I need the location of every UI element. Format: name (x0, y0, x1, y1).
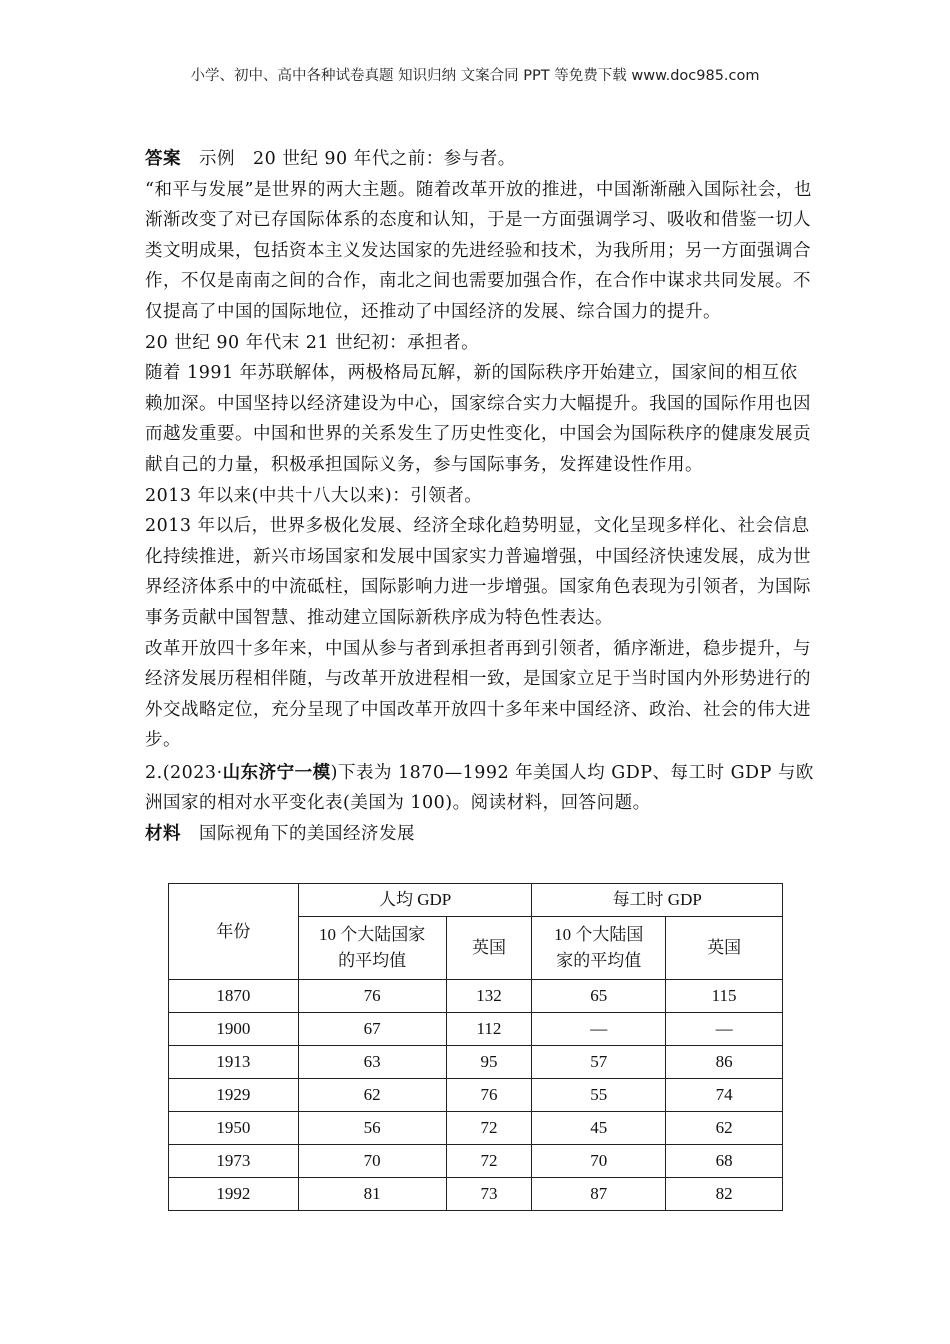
section3-title: 2013 年以来(中共十八大以来)：引领者。 (145, 485, 483, 506)
answer-label: 答案 (145, 149, 181, 169)
answer-content (145, 144, 815, 850)
table-cell-pc-uk: 73 (446, 1178, 532, 1211)
table-cell-pc-cont: 56 (298, 1112, 446, 1145)
table-cell-year: 1900 (169, 1013, 299, 1046)
table-cell-ph-cont: 87 (532, 1178, 666, 1211)
per-hour-gdp-header: 每工时 GDP (532, 884, 783, 917)
section2-body: 随着 1991 年苏联解体，两极格局瓦解，新的国际秩序开始建立，国家间的相互依赖加深。中国坚持以经济建设为中心，国家综合实力大幅提升。我国的国际作用也因而越发重要。中国和世界的关系发生了历史性变化，中国会为国际秩序的健康发展贡献自己的力量，积极承担国际义务，参与国际事务，发挥建设性作用。 (145, 363, 811, 475)
table-cell-ph-cont: 70 (532, 1145, 666, 1178)
table-cell-pc-cont: 76 (298, 980, 446, 1013)
table-cell-pc-uk: 72 (446, 1112, 532, 1145)
table-cell-pc-uk: 132 (446, 980, 532, 1013)
table-row (169, 1145, 783, 1178)
question-source-open: (2023· (162, 762, 223, 783)
continental-avg-header: 10 个大陆国家的平均值 (298, 917, 446, 980)
table-cell-year: 1973 (169, 1145, 299, 1178)
table-cell-pc-uk: 95 (446, 1046, 532, 1079)
table-cell-ph-uk: 115 (666, 980, 783, 1013)
page-header-banner: 小学、初中、高中各种试卷真题 知识归纳 文案合同 PPT 等免费下载 www.doc985.com (190, 68, 760, 84)
question-source-name: 山东济宁一模 (222, 762, 331, 783)
table-cell-pc-uk: 112 (446, 1013, 532, 1046)
uk-header-2: 英国 (666, 917, 783, 980)
table-cell-ph-cont: — (532, 1013, 666, 1046)
section2-title: 20 世纪 90 年代末 21 世纪初：承担者。 (145, 332, 480, 353)
table-cell-ph-uk: 74 (666, 1079, 783, 1112)
table-row (169, 1112, 783, 1145)
table-cell-pc-uk: 76 (446, 1079, 532, 1112)
table-cell-ph-uk: — (666, 1013, 783, 1046)
table-cell-year: 1992 (169, 1178, 299, 1211)
table-cell-ph-uk: 62 (666, 1112, 783, 1145)
question-text (145, 758, 815, 819)
material-title: 国际视角下的美国经济发展 (199, 824, 415, 845)
table-cell-pc-cont: 63 (298, 1046, 446, 1079)
table-cell-year: 1913 (169, 1046, 299, 1079)
gdp-comparison-table (168, 883, 783, 1211)
section3-body: 2013 年以后，世界多极化发展、经济全球化趋势明显，文化呈现多样化、社会信息化持续推进，新兴市场国家和发展中国家实力普遍增强，中国经济快速发展，成为世界经济体系中的中流砥柱，国际影响力进一步增强。国家角色表现为引领者，为国际事务贡献中国智慧、推动建立国际新秩序成为特色性表达。 (145, 516, 811, 628)
continental-avg-header-2: 10 个大陆国家的平均值 (532, 917, 666, 980)
section1-body: “和平与发展”是世界的两大主题。随着改革开放的推进，中国渐渐融入国际社会，也渐渐改变了对已存国际体系的态度和认知，于是一方面强调学习、吸收和借鉴一切人类文明成果，包括资本主义发达国家的先进经验和技术，为我所用；另一方面强调合作，不仅是南南之间的合作，南北之间也需要加强合作，在合作中谋求共同发展。不仅提高了中国的国际地位，还推动了中国经济的发展、综合国力的提升。 (145, 179, 812, 322)
answer-heading (145, 144, 815, 175)
table-body (169, 980, 783, 1211)
table-cell-pc-cont: 67 (298, 1013, 446, 1046)
conclusion-paragraph: 改革开放四十多年来，中国从参与者到承担者再到引领者，循序渐进，稳步提升，与经济发展历程相伴随，与改革开放进程相一致，是国家立足于当时国内外形势进行的外交战略定位，充分呈现了中国改革开放四十多年来中国经济、政治、社会的伟大进步。 (145, 638, 811, 751)
table-cell-ph-cont: 65 (532, 980, 666, 1013)
question-body: 下表为 1870—1992 年美国人均 GDP、每工时 GDP 与欧洲国家的相对水平变化表(美国为 100)。阅读材料，回答问题。 (145, 762, 814, 814)
table-cell-ph-cont: 55 (532, 1079, 666, 1112)
uk-header: 英国 (446, 917, 532, 980)
table-cell-ph-uk: 86 (666, 1046, 783, 1079)
table-row (169, 1178, 783, 1211)
per-capita-gdp-header: 人均 GDP (298, 884, 532, 917)
table-cell-year: 1950 (169, 1112, 299, 1145)
table-row (169, 1079, 783, 1112)
table-cell-ph-uk: 82 (666, 1178, 783, 1211)
table-cell-pc-cont: 62 (298, 1079, 446, 1112)
question-number: 2. (145, 762, 163, 783)
table-cell-pc-cont: 70 (298, 1145, 446, 1178)
table-cell-ph-uk: 68 (666, 1145, 783, 1178)
table-cell-year: 1870 (169, 980, 299, 1013)
table-row (169, 980, 783, 1013)
example-label: 示例 (199, 149, 235, 169)
table-cell-pc-cont: 81 (298, 1178, 446, 1211)
table-cell-year: 1929 (169, 1079, 299, 1112)
table-row (169, 1046, 783, 1079)
material-label: 材料 (145, 824, 181, 845)
table-cell-ph-cont: 45 (532, 1112, 666, 1145)
table-cell-ph-cont: 57 (532, 1046, 666, 1079)
material-caption (145, 819, 815, 850)
table-cell-pc-uk: 72 (446, 1145, 532, 1178)
question-source-close: ) (330, 762, 338, 783)
year-column-header: 年份 (169, 884, 299, 980)
table-row (169, 1013, 783, 1046)
section1-title: 20 世纪 90 年代之前：参与者。 (253, 149, 516, 169)
